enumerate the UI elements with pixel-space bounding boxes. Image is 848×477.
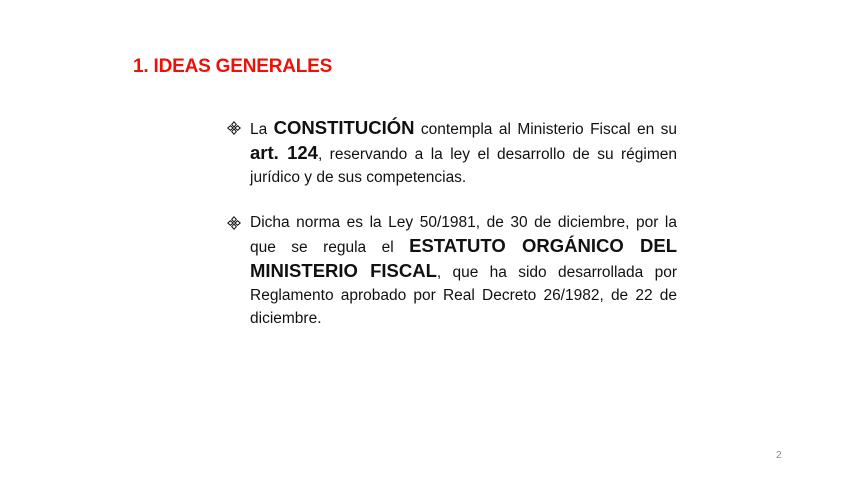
- four-diamond-bullet-icon: [227, 216, 241, 230]
- bullet-text: [250, 211, 677, 330]
- bold-term-constitucion: CONSTITUCIÓN: [273, 117, 415, 138]
- text-segment: La: [250, 121, 274, 138]
- bullet-item-constitucion: [227, 116, 677, 189]
- bold-term-estatuto: ESTATUTO ORGÁNICO DEL MINISTERIO FISCAL: [250, 235, 677, 281]
- text-segment: contempla al Ministerio Fiscal en su: [414, 121, 677, 138]
- slide-content: [227, 116, 677, 352]
- page-number: 2: [776, 450, 782, 461]
- text-segment: , que ha sido desarrollada por Reglamento aprobado por Real Decreto 26/1982, de 22 de diciembre.: [250, 264, 677, 327]
- bullet-item-estatuto: [227, 211, 677, 330]
- bold-term-article: art. 124: [250, 142, 318, 163]
- four-diamond-bullet-icon: [227, 121, 241, 135]
- text-segment: Dicha norma es la Ley 50/1981, de 30 de diciembre, por la que se regula el: [250, 214, 677, 256]
- bullet-text: [250, 116, 677, 189]
- text-segment: , reservando a la ley el desarrollo de su régimen jurídico y de sus competencias.: [250, 146, 678, 186]
- slide-title: 1. IDEAS GENERALES: [133, 56, 333, 77]
